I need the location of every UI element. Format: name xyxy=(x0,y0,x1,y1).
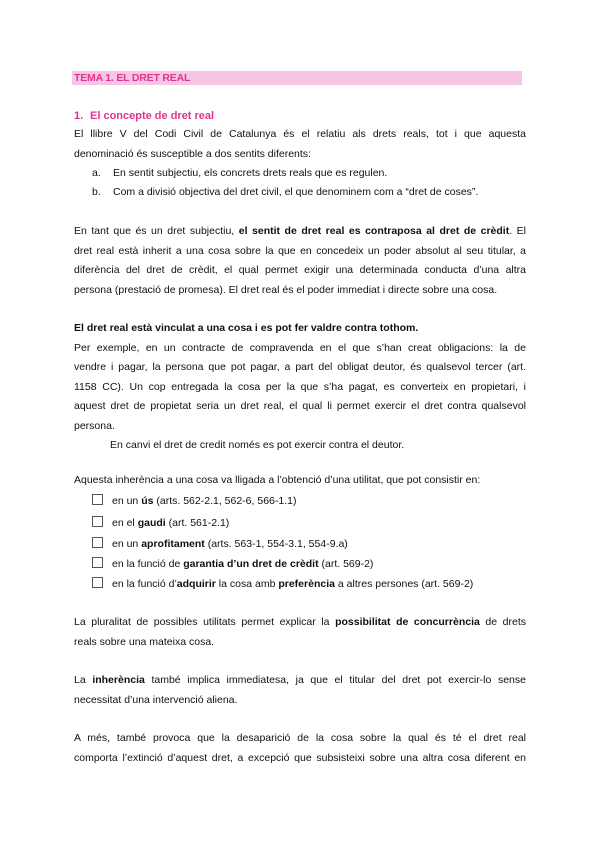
p6-text: també implica immediatesa, ja que el titular del dret pot exercir-lo sense xyxy=(144,674,526,686)
p3-line-6: En canvi el dret de credit només es pot exercir contra el deutor. xyxy=(110,439,405,451)
p7-line-1: A més, també provoca que la desaparició de la cosa sobre la qual és té el dret real xyxy=(74,732,526,744)
p3-line-2: vendre i pagar, la persona que pot pagar, a part del obligat deutor, és qualsevol tercer (art. xyxy=(74,361,526,373)
utility-item-exploitation xyxy=(92,537,348,551)
utility-item-use xyxy=(92,494,296,508)
utility-text: en la funció de xyxy=(112,558,184,570)
p6-line-1 xyxy=(74,671,526,691)
utility-ref: a altres persones (art. 569-2) xyxy=(334,578,474,590)
checkbox-icon xyxy=(92,494,103,505)
checkbox-icon xyxy=(92,537,103,548)
sense-item-a xyxy=(92,164,387,184)
p2-line-3: diferència del dret de crèdit, el qual permet exigir una determinada conducta d’una altra xyxy=(74,264,526,276)
p6-text: La xyxy=(74,674,93,686)
p5-text: La pluralitat de possibles utilitats permet explicar la xyxy=(74,616,336,628)
paragraph-erga-omnes xyxy=(74,319,526,456)
p2-text: . El xyxy=(509,225,526,237)
checkbox-icon xyxy=(92,557,103,568)
p3-line-1: Per exemple, en un contracte de compravenda en el que s’han creat obligacions: la de xyxy=(74,341,526,354)
utility-bold: adquirir xyxy=(176,578,216,590)
utility-ref: (art. 561-2.1) xyxy=(165,517,230,529)
p3-line-5: persona. xyxy=(74,419,115,432)
utility-item-guarantee xyxy=(92,557,373,571)
utilities-intro xyxy=(74,471,526,491)
utility-item-preference xyxy=(92,577,473,591)
utility-bold: preferència xyxy=(278,578,335,590)
sense-text: En sentit subjectiu, els concrets drets reals que es regulen. xyxy=(113,167,388,179)
intro-paragraph xyxy=(74,125,526,164)
document-title: TEMA 1. EL DRET REAL xyxy=(74,72,191,84)
p5-text: de drets xyxy=(479,616,527,628)
p3-heading: El dret real està vinculat a una cosa i es pot fer valdre contra tothom. xyxy=(74,322,419,334)
intro-line-1: El llibre V del Codi Civil de Catalunya és el relatiu als drets reals, tot i que aquesta xyxy=(74,128,526,140)
section-heading xyxy=(74,109,214,123)
p2-line-2: dret real està inherit a una cosa sobre la que en concedeix un poder absolut al seu titular, a xyxy=(74,244,526,257)
utility-bold: garantia d’un dret de crèdit xyxy=(183,558,319,570)
utility-item-enjoyment xyxy=(92,516,229,530)
utility-text: la cosa amb xyxy=(215,578,279,590)
section-number: 1. xyxy=(74,110,84,122)
utility-text: en un xyxy=(112,538,142,550)
p2-line-4: persona (prestació de promesa). El dret real és el poder immediat i directe sobre una cosa. xyxy=(74,283,498,296)
utility-text: en un xyxy=(112,495,142,507)
p2-line-1 xyxy=(74,222,526,242)
paragraph-extinction xyxy=(74,729,526,768)
utility-bold: aprofitament xyxy=(141,538,205,550)
p5-bold-text: possibilitat de concurrència xyxy=(335,616,480,628)
paragraph-immediacy xyxy=(74,671,526,710)
p3-line-4: aquest dret de propietat seria un dret real, el qual li permet exercir el dret contra qualsevol xyxy=(74,400,526,412)
sense-marker: b. xyxy=(92,186,101,198)
p3-line-3: 1158 CC). Un cop entregada la cosa per la que s’ha pagat, es converteix en propietari, i xyxy=(74,380,526,393)
p2-text: En tant que és un dret subjectiu, xyxy=(74,225,239,237)
utility-ref: (arts. 562-2.1, 562-6, 566-1.1) xyxy=(153,495,297,507)
utility-text: en el xyxy=(112,517,138,529)
sense-text: Com a divisió objectiva del dret civil, el que denominem com a “dret de coses”. xyxy=(113,186,479,198)
utility-bold: gaudi xyxy=(137,517,166,529)
sense-marker: a. xyxy=(92,167,101,179)
p6-line-2: necessitat d’una intervenció aliena. xyxy=(74,693,238,706)
p5-line-1 xyxy=(74,613,526,633)
utility-bold: ús xyxy=(141,495,154,507)
paragraph-subjective-right xyxy=(74,222,526,300)
p5-line-2: reals sobre una mateixa cosa. xyxy=(74,635,215,648)
sense-item-b xyxy=(92,183,478,203)
p7-line-2: comporta l’extinció d’aquest dret, a excepció que subsisteixi sobre una altra cosa diferent en xyxy=(74,751,526,764)
intro-line-2: denominació és susceptible a dos sentits diferents: xyxy=(74,147,311,160)
p4-intro: Aquesta inherència a una cosa va lligada a l’obtenció d’una utilitat, que pot consistir en: xyxy=(74,474,481,486)
paragraph-concurrence xyxy=(74,613,526,652)
checkbox-icon xyxy=(92,516,103,527)
p6-bold-text: inherència xyxy=(92,674,145,686)
utility-ref: (art. 569-2) xyxy=(318,558,374,570)
checkbox-icon xyxy=(92,577,103,588)
p2-bold-text: el sentit de dret real es contraposa al dret de crèdit xyxy=(238,225,510,237)
utility-ref: (arts. 563-1, 554-3.1, 554-9.a) xyxy=(204,538,348,550)
section-title: El concepte de dret real xyxy=(90,110,215,122)
utility-text: en la funció d’ xyxy=(112,578,177,590)
